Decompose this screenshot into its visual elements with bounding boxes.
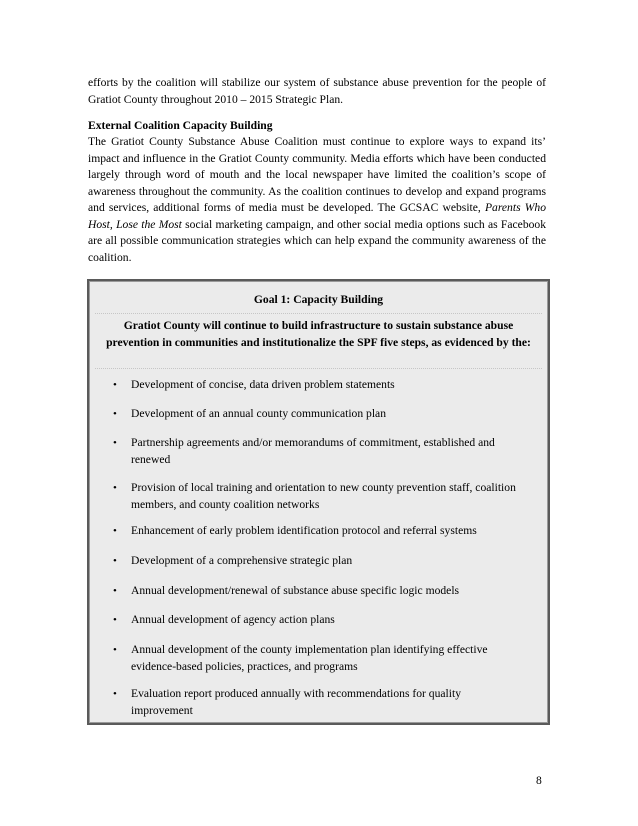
section-heading: External Coalition Capacity Building — [88, 119, 273, 132]
goal-item-text: Annual development of the county implementation plan identifying effective evidence-based policies, practices, and programs — [131, 643, 488, 673]
bullet-icon: • — [113, 688, 117, 700]
bullet-icon: • — [113, 408, 117, 420]
goal-item-text: Partnership agreements and/or memorandums of commitment, established and renewed — [131, 436, 495, 466]
page-number: 8 — [536, 774, 542, 787]
goal-item-text: Evaluation report produced annually with recommendations for quality improvement — [131, 687, 462, 717]
divider — [95, 368, 542, 369]
bullet-icon: • — [113, 585, 117, 597]
goal-item-text: Enhancement of early problem identification protocol and referral systems — [131, 524, 477, 537]
goal-item-text: Development of concise, data driven problem statements — [131, 378, 395, 391]
bullet-icon: • — [113, 379, 117, 391]
goal-item-text: Annual development/renewal of substance abuse specific logic models — [131, 584, 460, 597]
goal-title: Goal 1: Capacity Building — [253, 293, 384, 306]
bullet-icon: • — [113, 644, 117, 656]
goal-item-text: Provision of local training and orientation to new county prevention staff, coalition members, and county coalition networks — [131, 481, 516, 511]
bullet-icon: • — [113, 482, 117, 494]
body-text-part-1: The Gratiot County Substance Abuse Coalition must continue to explore ways to expand its’ impact and influence in the Gratiot County community. Media efforts which have been conducted largely through word of mouth and the local newspaper have limited the coalition’s scope of awareness throughout the community. As the coalition continues to develop and expand programs and services, additional forms of media must be developed. The GCSAC website, — [88, 135, 546, 214]
goal-item-text: Annual development of agency action plans — [131, 613, 335, 626]
section-body-paragraph — [88, 134, 546, 266]
campaign-name: Parents Who Host, Lose the Most — [88, 201, 546, 231]
body-text-part-2: social marketing campaign, and other social media options such as Facebook are all possible communication strategies which can help expand the community awareness of the coalition. — [88, 217, 547, 264]
intro-paragraph: efforts by the coalition will stabilize our system of substance abuse prevention for the people of Gratiot County throughout 2010 – 2015 Strategic Plan. — [88, 76, 546, 106]
goal-box — [87, 279, 550, 725]
bullet-icon: • — [113, 614, 117, 626]
bullet-icon: • — [113, 555, 117, 567]
goal-item-text: Development of a comprehensive strategic plan — [131, 554, 353, 567]
divider — [95, 313, 542, 314]
bullet-icon: • — [113, 525, 117, 537]
bullet-icon: • — [113, 437, 117, 449]
goal-item-text: Development of an annual county communication plan — [131, 407, 386, 420]
goal-statement: Gratiot County will continue to build infrastructure to sustain substance abuse prevention in communities and institutionalize the SPF five steps, as evidenced by the: — [106, 319, 531, 349]
